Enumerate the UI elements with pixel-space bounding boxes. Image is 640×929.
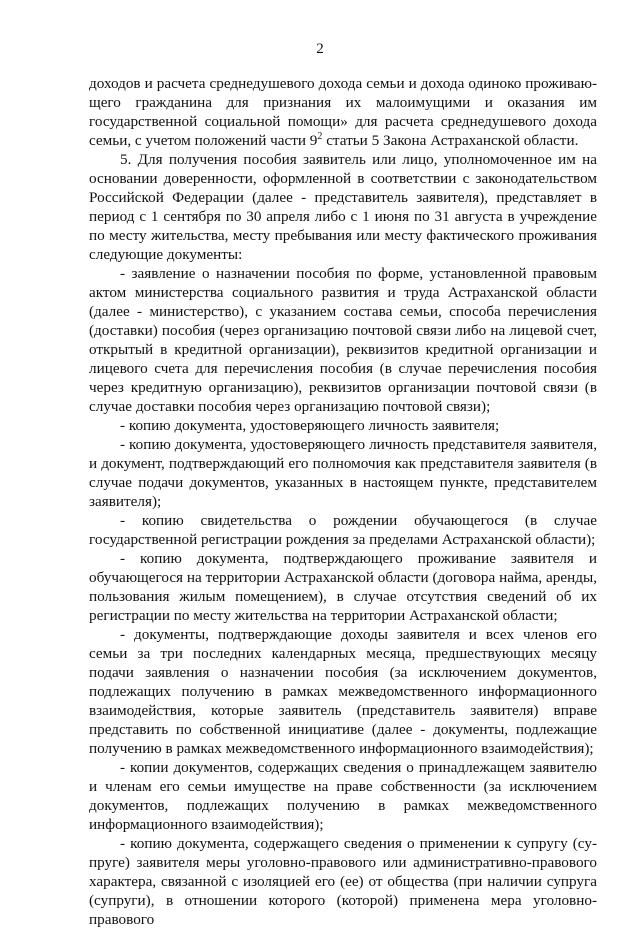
paragraph-intro-continuation: доходов и расчета среднедушевого дохода семьи и дохода одиноко проживающего гражданина для признания их малоимущими и оказания им государственной социальной помощи» для расчета среднедушевого дохода семьи, с учетом положений части $9^2$ статьи 5 Закона Астраханской области. bbox=[89, 75, 597, 149]
list-item-spouse-measure: - копию документа, содержащего сведения о применении к супругу (супруге) заявителя меры уголовно-правового или административно-правового характера, связанной с изоляцией его (ее) от общества (при наличии супруга (супруги), в отношении которого (которой) применена мера уголовно-правового bbox=[89, 835, 597, 928]
list-item-income-documents: - документы, подтверждающие доходы заявителя и всех членов его семьи за три последних календарных месяца, предшествующих месяцу подачи заявления о назначении пособия (за исключением документов, подлежащих получению в рамках межведомственного информационного взаимодействия, которые заявитель (представитель заявителя) вправе представить по собственной инициативе (далее - документы, подлежащие получению в рамках межведомственного информационного взаимодействия); bbox=[89, 626, 597, 757]
list-item-birth-certificate: - копию свидетельства о рождении обучающегося (в случае государственной регистрации рождения за пределами Астраханской области); bbox=[89, 512, 597, 548]
list-item-application: - заявление о назначении пособия по форме, установленной правовым актом министерства социального развития и труда Астраханской области (далее - министерство), с указанием состава семьи, способа перечисления (доставки) пособия (через организацию почтовой связи либо на лицевой счет, открытый в кредитной организации), реквизитов кредитной организации и лицевого счета для перечисления пособия (в случае перечисления пособия через кредитную организацию), реквизитов организации почтовой связи (в случае доставки пособия через организацию почтовой связи); bbox=[89, 265, 597, 415]
paragraph-item-5: 5. Для получения пособия заявитель или лицо, уполномоченное им на основании доверенности, оформленной в соответствии с законодательством Российской Федерации (далее - представитель заявителя), представляет в период с 1 сентября по 30 апреля либо с 1 июня по 31 августа в учреждение по месту жительства, месту пребывания или месту фактического проживания следующие документы: bbox=[89, 151, 597, 263]
document-body bbox=[89, 74, 597, 929]
list-item-applicant-id: - копию документа, удостоверяющего личность заявителя; bbox=[120, 417, 500, 434]
page-number: 2 bbox=[316, 41, 324, 57]
list-item-residence-proof: - копию документа, подтверждающего проживание заявителя и обучающегося на территории Астраханской области (договора найма, аренды, пользования жилым помещением), в случае отсутствия сведений об их регистрации по месту жительства на территории Астраханской области; bbox=[89, 550, 597, 624]
list-item-representative-id: - копию документа, удостоверяющего личность представителя заявителя, и документ, подтверждающий его полномочия как представителя заявителя (в случае подачи документов, указанных в настоящем пункте, представителем заявителя); bbox=[89, 436, 597, 510]
list-item-property-documents: - копии документов, содержащих сведения о принадлежащем заявителю и членам его семьи имуществе на праве собственности (за исключением документов, подлежащих получению в рамках межведомственного информационного взаимодействия); bbox=[89, 759, 597, 833]
